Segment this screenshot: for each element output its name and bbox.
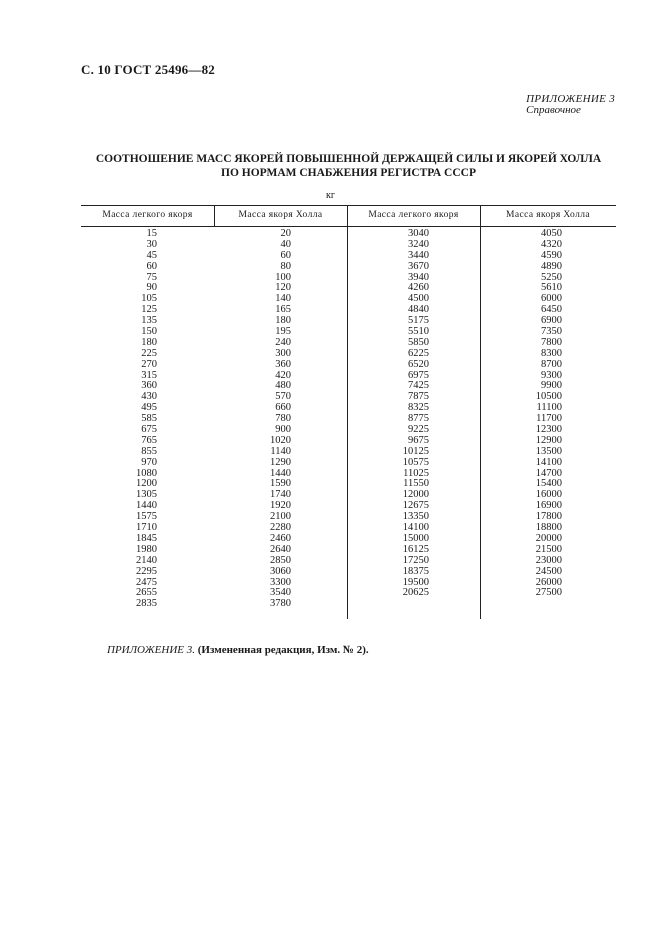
column-light-anchor-1: [81, 229, 157, 610]
table-cell: 2280: [270, 522, 291, 534]
table-cell: 180: [275, 315, 291, 327]
table-cell: 7350: [541, 326, 562, 338]
table-cell: 13500: [535, 445, 562, 457]
table-cell: 2140: [136, 554, 157, 566]
table-cell: 970: [141, 456, 157, 468]
table-cell: 14100: [535, 456, 562, 468]
table-cell: 18800: [535, 522, 562, 534]
table-cell: 165: [275, 304, 291, 316]
table-cell: 16000: [535, 489, 562, 501]
table-cell: 2295: [136, 565, 157, 577]
table-cell: 2850: [270, 554, 291, 566]
table-cell: 3300: [270, 576, 291, 588]
table-cell: 5610: [541, 282, 562, 294]
table-title: [81, 152, 616, 180]
table-cell: 8300: [541, 347, 562, 359]
title-line-1: СООТНОШЕНИЕ МАСС ЯКОРЕЙ ПОВЫШЕННОЙ ДЕРЖАЩЕЙ СИЛЫ И ЯКОРЕЙ ХОЛЛА: [95, 153, 602, 165]
table-cell: 430: [141, 391, 157, 403]
table-cell: 14700: [535, 467, 562, 479]
table-cell: 90: [146, 282, 157, 294]
table-cell: 855: [141, 445, 157, 457]
table-cell: 5175: [408, 315, 429, 327]
table-cell: 30: [146, 238, 157, 250]
mass-table: [81, 205, 616, 620]
table-cell: 2100: [270, 511, 291, 523]
table-cell: 3040: [408, 228, 429, 239]
table-cell: 9675: [408, 434, 429, 446]
table-cell: 2475: [136, 576, 157, 588]
table-cell: 4320: [541, 238, 562, 250]
table-cell: 6975: [408, 369, 429, 381]
table-cell: 105: [141, 293, 157, 305]
table-cell: 7425: [408, 380, 429, 392]
table-cell: 180: [141, 336, 157, 348]
table-cell: 60: [280, 249, 291, 261]
table-cell: 360: [275, 358, 291, 370]
table-cell: 585: [141, 413, 157, 425]
table-cell: 5850: [408, 336, 429, 348]
table-cell: 24500: [535, 565, 562, 577]
table-cell: 6000: [541, 293, 562, 305]
table-cell: 2460: [270, 532, 291, 544]
table-cell: 8775: [408, 413, 429, 425]
table-cell: 5510: [408, 326, 429, 338]
table-cell: 1980: [136, 543, 157, 555]
table-cell: 7875: [408, 391, 429, 403]
table-cell: 1575: [136, 511, 157, 523]
header-light-anchor-1: Масса легкого якоря: [102, 210, 193, 220]
table-cell: 17800: [535, 511, 562, 523]
table-cell: 20: [280, 228, 291, 239]
table-cell: 125: [141, 304, 157, 316]
table-cell: 20625: [402, 587, 429, 599]
table-cell: 12900: [535, 434, 562, 446]
table-header-border: [81, 226, 616, 227]
table-cell: 120: [275, 282, 291, 294]
table-cell: 4050: [541, 228, 562, 239]
table-cell: 100: [275, 271, 291, 283]
table-cell: 8325: [408, 402, 429, 414]
table-cell: 15000: [402, 532, 429, 544]
table-cell: 420: [275, 369, 291, 381]
header-hall-anchor-2: Масса якоря Холла: [506, 210, 590, 220]
table-cell: 12675: [402, 500, 429, 512]
table-cell: 11700: [536, 413, 562, 425]
table-cell: 7800: [541, 336, 562, 348]
table-cell: 225: [141, 347, 157, 359]
appendix-number: ПРИЛОЖЕНИЕ 3: [526, 93, 615, 105]
table-cell: 18375: [402, 565, 429, 577]
table-cell: 2655: [136, 587, 157, 599]
table-cell: 45: [146, 249, 157, 261]
table-cell: 11550: [403, 478, 429, 490]
table-cell: 675: [141, 424, 157, 436]
table-cell: 240: [275, 336, 291, 348]
table-cell: 5250: [541, 271, 562, 283]
table-cell: 3240: [408, 238, 429, 250]
table-cell: 6900: [541, 315, 562, 327]
revision-note: [107, 644, 369, 656]
table-cell: 135: [141, 315, 157, 327]
table-cell: 4890: [541, 260, 562, 272]
table-cell: 1020: [270, 434, 291, 446]
table-cell: 6450: [541, 304, 562, 316]
table-cell: 10125: [402, 445, 429, 457]
table-cell: 4590: [541, 249, 562, 261]
table-cell: 10575: [402, 456, 429, 468]
table-cell: 60: [146, 260, 157, 272]
table-cell: 16900: [535, 500, 562, 512]
table-cell: 10500: [535, 391, 562, 403]
table-cell: 570: [275, 391, 291, 403]
table-cell: 9300: [541, 369, 562, 381]
table-cell: 1740: [270, 489, 291, 501]
table-cell: 11025: [403, 467, 429, 479]
table-cell: 23000: [535, 554, 562, 566]
table-cell: 300: [275, 347, 291, 359]
table-cell: 1440: [136, 500, 157, 512]
table-cell: 8700: [541, 358, 562, 370]
table-cell: 4260: [408, 282, 429, 294]
table-cell: 20000: [535, 532, 562, 544]
page-header: С. 10 ГОСТ 25496—82: [81, 62, 215, 77]
table-cell: 2835: [136, 598, 157, 610]
table-cell: 9225: [408, 424, 429, 436]
table-cell: 4840: [408, 304, 429, 316]
appendix-label: [526, 94, 615, 116]
table-cell: 12300: [535, 424, 562, 436]
table-cell: 1920: [270, 500, 291, 512]
table-cell: 40: [280, 238, 291, 250]
table-cell: 75: [146, 271, 157, 283]
table-cell: 1200: [136, 478, 157, 490]
column-light-anchor-2: [347, 229, 429, 599]
table-cell: 3780: [270, 598, 291, 610]
table-cell: 1440: [270, 467, 291, 479]
table-cell: 17250: [402, 554, 429, 566]
table-cell: 780: [275, 413, 291, 425]
table-cell: 12000: [402, 489, 429, 501]
table-cell: 195: [275, 326, 291, 338]
table-cell: 21500: [535, 543, 562, 555]
table-cell: 660: [275, 402, 291, 414]
table-cell: 3670: [408, 260, 429, 272]
table-cell: 4500: [408, 293, 429, 305]
table-cell: 14100: [402, 522, 429, 534]
table-cell: 3440: [408, 249, 429, 261]
table-cell: 6225: [408, 347, 429, 359]
title-line-2: ПО НОРМАМ СНАБЖЕНИЯ РЕГИСТРА СССР: [221, 167, 476, 179]
note-revision: (Измененная редакция, Изм. № 2).: [197, 644, 369, 656]
table-cell: 495: [141, 402, 157, 414]
table-cell: 480: [275, 380, 291, 392]
table-cell: 2640: [270, 543, 291, 555]
header-hall-anchor-1: Масса якоря Холла: [238, 210, 323, 220]
table-cell: 11100: [536, 402, 562, 414]
table-cell: 16125: [402, 543, 429, 555]
table-cell: 900: [275, 424, 291, 436]
table-cell: 150: [141, 326, 157, 338]
table-cell: 1845: [136, 532, 157, 544]
table-cell: 1140: [270, 445, 291, 457]
table-cell: 1710: [136, 522, 157, 534]
column-hall-anchor-2: [480, 229, 562, 599]
note-appendix-ref: ПРИЛОЖЕНИЕ 3.: [107, 644, 195, 656]
table-cell: 9900: [541, 380, 562, 392]
table-cell: 315: [141, 369, 157, 381]
table-cell: 1080: [136, 467, 157, 479]
table-cell: 270: [141, 358, 157, 370]
table-cell: 80: [280, 260, 291, 272]
table-cell: 26000: [535, 576, 562, 588]
table-cell: 140: [275, 293, 291, 305]
table-cell: 360: [141, 380, 157, 392]
table-cell: 15400: [535, 478, 562, 490]
table-cell: 3060: [270, 565, 291, 577]
column-hall-anchor-1: [214, 229, 291, 610]
appendix-type: Справочное: [526, 104, 581, 116]
table-cell: 19500: [402, 576, 429, 588]
table-cell: 1305: [136, 489, 157, 501]
header-light-anchor-2: Масса легкого якоря: [368, 210, 459, 220]
table-cell: 765: [141, 434, 157, 446]
table-cell: 15: [146, 228, 157, 239]
table-cell: 1590: [270, 478, 291, 490]
table-cell: 1290: [270, 456, 291, 468]
table-cell: 3940: [408, 271, 429, 283]
table-cell: 27500: [535, 587, 562, 599]
unit-label: кг: [326, 190, 335, 201]
table-cell: 3540: [270, 587, 291, 599]
table-cell: 6520: [408, 358, 429, 370]
table-cell: 13350: [402, 511, 429, 523]
